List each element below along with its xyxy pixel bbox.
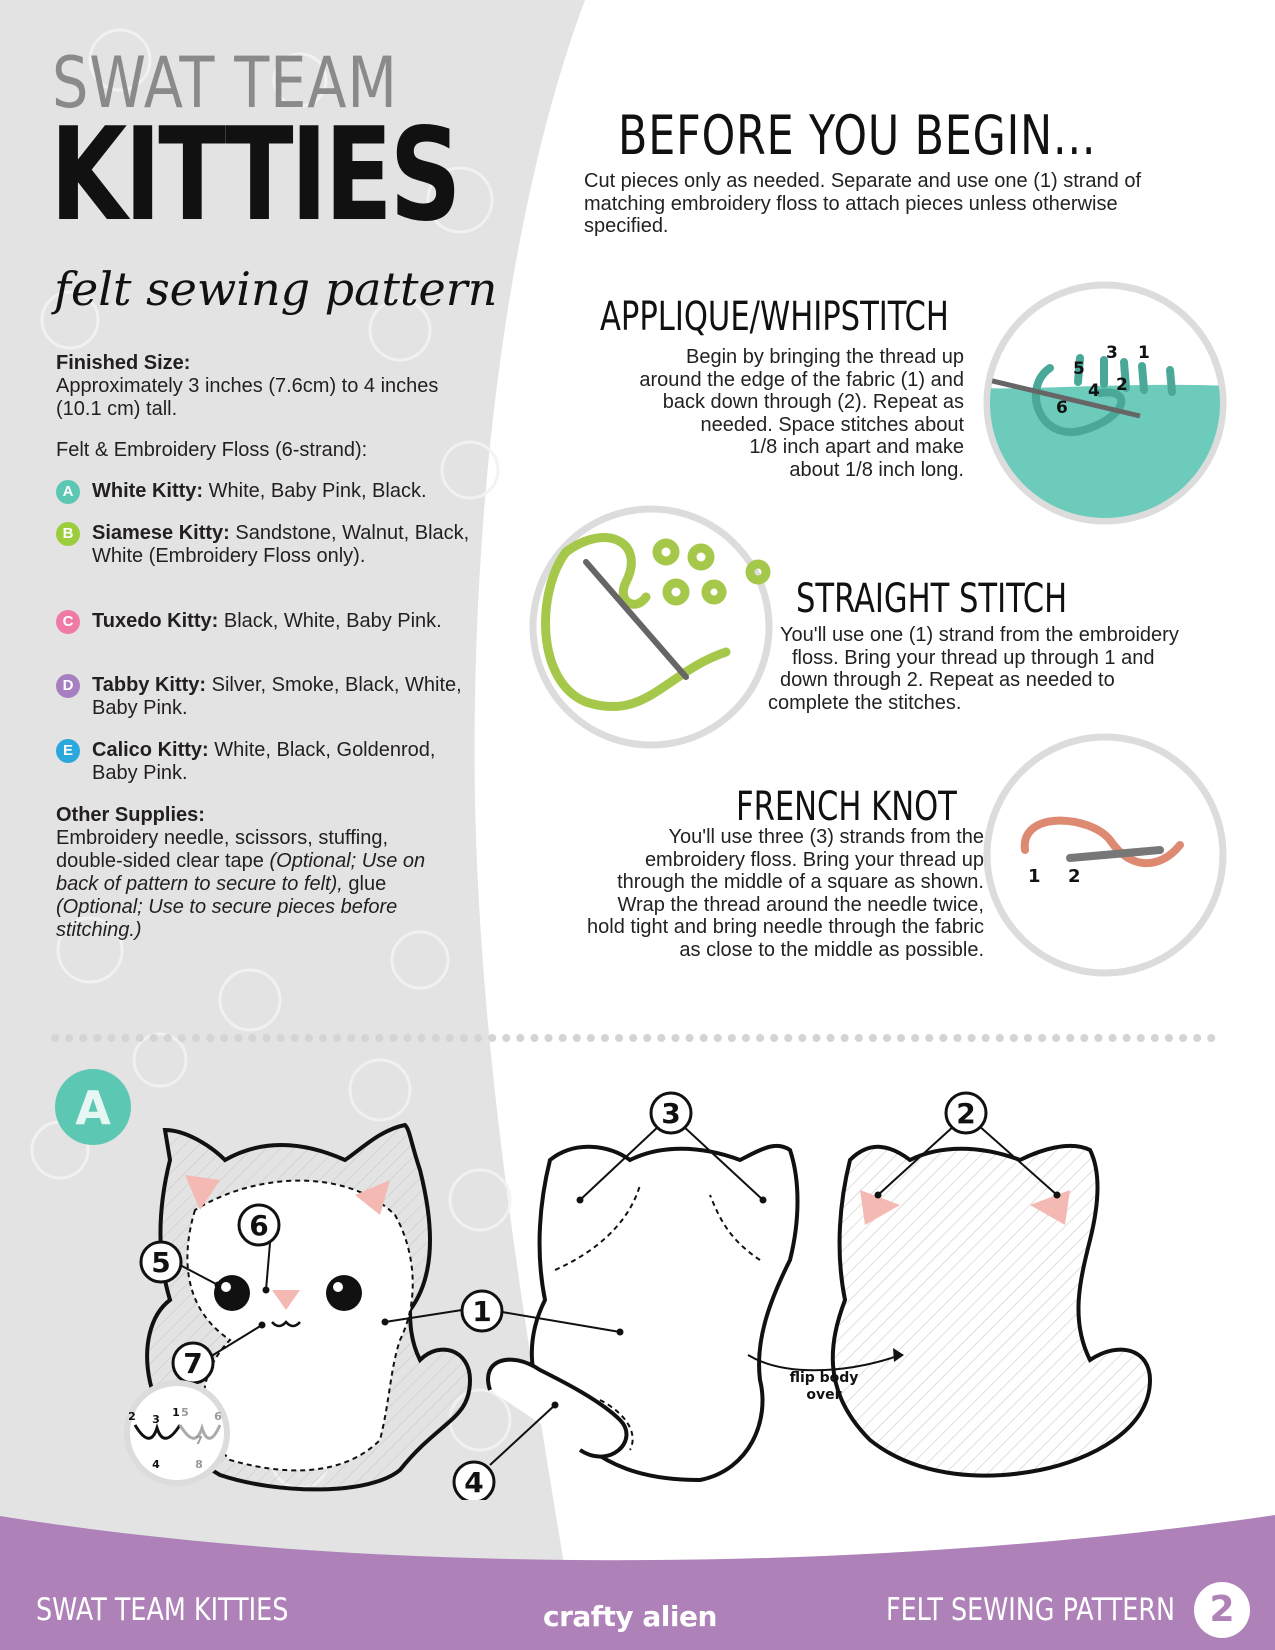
title-kitties: KITTIES	[50, 101, 459, 250]
straight-line: You'll use one (1) strand from the embroidery	[780, 624, 1179, 646]
finished-size-text: Approximately 3 inches (7.6cm) to 4 inches (10.1 cm) tall.	[56, 375, 439, 420]
french-line: through the middle of a square as shown.	[617, 871, 984, 893]
kitty-name: Siamese Kitty:	[92, 522, 230, 544]
kitty-item-tuxedo	[56, 610, 476, 633]
other-supplies-glue: glue	[348, 873, 387, 895]
badge-a-icon: A	[56, 480, 80, 504]
pattern-badge-label: A	[75, 1081, 111, 1135]
guide-8: 8	[195, 1458, 203, 1471]
callout-4: 4	[464, 1466, 484, 1499]
title-subtitle: felt sewing pattern	[54, 262, 498, 316]
applique-line: around the edge of the fabric (1) and	[639, 368, 964, 391]
kitty-colors: Silver, Smoke, Black, White, Baby Pink.	[92, 674, 462, 719]
guide-6: 6	[214, 1410, 222, 1423]
badge-d-icon: D	[56, 674, 80, 698]
footer-left-title: SWAT TEAM KITTIES	[36, 1592, 289, 1628]
footer-right-title: FELT SEWING PATTERN	[886, 1592, 1176, 1628]
whip-num-3: 3	[1106, 343, 1118, 363]
before-you-begin-heading: BEFORE YOU BEGIN...	[618, 104, 1097, 167]
french-line: embroidery floss. Bring your thread up	[644, 848, 984, 871]
whip-num-6: 6	[1056, 398, 1068, 418]
kitty-name: Tuxedo Kitty:	[92, 610, 219, 632]
applique-line: Begin by bringing the thread up	[686, 346, 964, 368]
applique-line: needed. Space stitches about	[700, 413, 964, 436]
other-supplies-text: Embroidery needle, scissors, stuffing, double-sided clear tape	[56, 827, 389, 872]
callout-1: 1	[472, 1295, 492, 1328]
kitty-item-calico	[56, 739, 476, 785]
finished-size-block	[56, 352, 476, 421]
kitty-item-siamese	[56, 522, 476, 568]
callout-2: 2	[956, 1097, 976, 1130]
kitty-item-white	[56, 480, 476, 503]
kitty-item-tabby	[56, 674, 476, 720]
other-supplies-glue-note: (Optional; Use to secure pieces before stitching.)	[56, 896, 398, 941]
guide-4: 4	[152, 1458, 160, 1471]
applique-heading: APPLIQUE/WHIPSTITCH	[600, 294, 949, 340]
guide-2: 2	[128, 1410, 136, 1423]
french-knot-heading: FRENCH KNOT	[736, 784, 957, 830]
mouth-stitch-guide-icon	[127, 1383, 227, 1483]
kitty-colors: White, Black, Goldenrod, Baby Pink.	[92, 739, 436, 784]
guide-5: 5	[181, 1406, 189, 1419]
before-you-begin-text: Cut pieces only as needed. Separate and use one (1) strand of matching embroidery floss to attach pieces unless otherwise specified.	[584, 170, 1142, 237]
callout-3: 3	[661, 1097, 681, 1130]
whipstitch-diagram-icon	[980, 278, 1230, 528]
french-line: hold tight and bring needle through the fabric	[587, 916, 984, 938]
badge-e-icon: E	[56, 739, 80, 763]
other-supplies-label: Other Supplies:	[56, 804, 205, 826]
applique-line: back down through (2). Repeat as	[662, 391, 964, 413]
straight-stitch-heading: STRAIGHT STITCH	[796, 576, 1068, 622]
other-supplies-note: (Optional; Use on back of pattern to secure to felt),	[56, 850, 426, 895]
callout-7: 7	[183, 1347, 203, 1380]
title-swat-team: SWAT TEAM	[52, 42, 398, 124]
kitty-colors: Black, White, Baby Pink.	[223, 610, 442, 632]
straight-line: down through 2. Repeat as needed to	[780, 669, 1115, 691]
guide-7: 7	[195, 1434, 203, 1447]
guide-1: 1	[172, 1406, 180, 1419]
kitty-name: Tabby Kitty:	[92, 674, 207, 696]
applique-text	[560, 346, 964, 481]
kitty-colors: White, Baby Pink, Black.	[208, 480, 427, 502]
page-number-badge: 2	[1194, 1582, 1250, 1638]
flip-label-line2: over	[806, 1387, 842, 1403]
kitty-colors: Sandstone, Walnut, Black, White (Embroidery Floss only).	[92, 522, 470, 567]
french-num-2: 2	[1068, 866, 1081, 887]
guide-3: 3	[152, 1413, 160, 1426]
flip-label-line1: flip body	[789, 1370, 859, 1386]
other-supplies-block	[56, 804, 456, 942]
french-line: You'll use three (3) strands from the	[668, 826, 984, 848]
finished-size-label: Finished Size:	[56, 352, 191, 374]
whip-num-4: 4	[1088, 381, 1100, 401]
applique-line: 1/8 inch apart and make	[749, 436, 964, 458]
straight-line: floss. Bring your thread up through 1 and	[792, 646, 1155, 669]
french-knot-diagram-icon	[980, 730, 1230, 980]
straight-stitch-diagram-icon	[526, 502, 776, 752]
straight-line: complete the stitches.	[768, 691, 962, 714]
french-line: Wrap the thread around the needle twice,	[617, 893, 984, 916]
badge-c-icon: C	[56, 610, 80, 634]
callout-5: 5	[151, 1246, 171, 1279]
kitty-name: White Kitty:	[92, 480, 204, 502]
french-num-1: 1	[1028, 866, 1041, 887]
badge-b-icon: B	[56, 522, 80, 546]
french-line: as close to the middle as possible.	[679, 938, 984, 961]
french-knot-text	[500, 826, 984, 961]
whip-num-2: 2	[1116, 375, 1128, 395]
straight-stitch-text	[768, 624, 1250, 714]
pattern-diagram	[0, 1060, 1275, 1500]
applique-line: about 1/8 inch long.	[789, 458, 964, 481]
footer-brand-logo: crafty alien	[543, 1600, 717, 1633]
whip-num-5: 5	[1073, 359, 1085, 379]
felt-floss-label: Felt & Embroidery Floss (6-strand):	[56, 439, 368, 461]
whip-num-1: 1	[1138, 343, 1150, 363]
kitty-name: Calico Kitty:	[92, 739, 209, 761]
callout-6: 6	[249, 1209, 269, 1242]
back-body-piece	[488, 1146, 797, 1480]
